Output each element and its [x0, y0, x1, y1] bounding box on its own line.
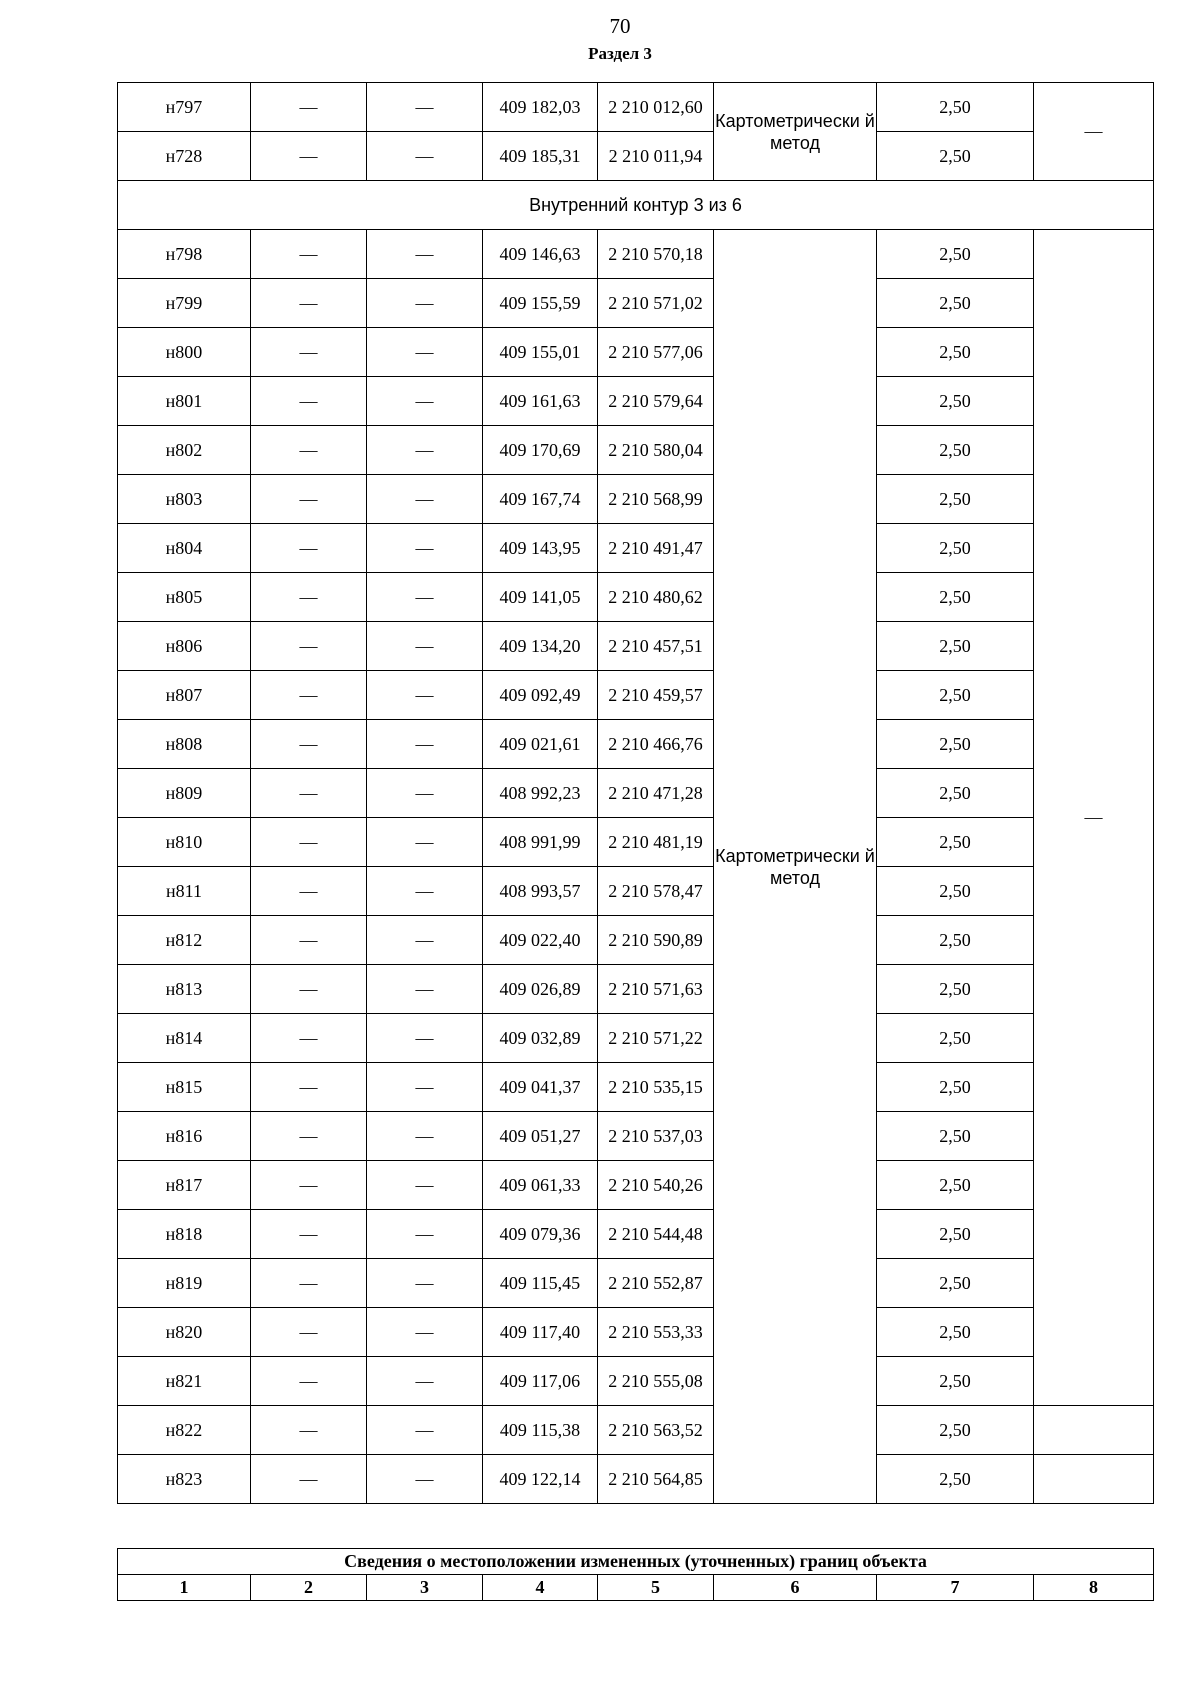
table-row — [118, 328, 1154, 377]
precision-cell: 2,50 — [877, 1014, 1034, 1063]
column-number: 3 — [367, 1575, 483, 1601]
x-coordinate-cell: 409 026,89 — [483, 965, 598, 1014]
x-coordinate-cell: 409 185,31 — [483, 132, 598, 181]
contour-header-row — [118, 181, 1154, 230]
y-coordinate-cell: 2 210 578,47 — [598, 867, 714, 916]
x-coordinate-cell: 409 115,38 — [483, 1406, 598, 1455]
dash-cell: — — [251, 1308, 367, 1357]
x-coordinate-cell: 409 141,05 — [483, 573, 598, 622]
y-coordinate-cell: 2 210 579,64 — [598, 377, 714, 426]
precision-cell: 2,50 — [877, 328, 1034, 377]
table-row — [118, 1406, 1154, 1455]
y-coordinate-cell: 2 210 466,76 — [598, 720, 714, 769]
precision-cell: 2,50 — [877, 132, 1034, 181]
dash-cell: — — [367, 965, 483, 1014]
x-coordinate-cell: 409 161,63 — [483, 377, 598, 426]
dash-cell: — — [367, 1161, 483, 1210]
precision-cell: 2,50 — [877, 230, 1034, 279]
dash-cell: — — [251, 818, 367, 867]
table-row — [118, 1259, 1154, 1308]
x-coordinate-cell: 409 143,95 — [483, 524, 598, 573]
point-id-cell: н813 — [118, 965, 251, 1014]
precision-cell: 2,50 — [877, 671, 1034, 720]
dash-cell: — — [251, 720, 367, 769]
x-coordinate-cell: 409 155,01 — [483, 328, 598, 377]
x-coordinate-cell: 409 155,59 — [483, 279, 598, 328]
table-row — [118, 1357, 1154, 1406]
dash-cell: — — [367, 867, 483, 916]
table-row — [118, 524, 1154, 573]
point-id-cell: н798 — [118, 230, 251, 279]
empty-cell — [1034, 1406, 1154, 1455]
dash-cell: — — [251, 965, 367, 1014]
footer-title: Сведения о местоположении измененных (уточненных) границ объекта — [118, 1549, 1154, 1575]
x-coordinate-cell: 409 021,61 — [483, 720, 598, 769]
y-coordinate-cell: 2 210 544,48 — [598, 1210, 714, 1259]
dash-cell: — — [367, 720, 483, 769]
table-row — [118, 769, 1154, 818]
dash-cell: — — [251, 230, 367, 279]
column-number: 1 — [118, 1575, 251, 1601]
y-coordinate-cell: 2 210 011,94 — [598, 132, 714, 181]
contour-label: Внутренний контур 3 из 6 — [118, 181, 1154, 230]
precision-cell: 2,50 — [877, 965, 1034, 1014]
x-coordinate-cell: 409 182,03 — [483, 83, 598, 132]
dash-cell: — — [367, 1259, 483, 1308]
point-id-cell: н728 — [118, 132, 251, 181]
table-row — [118, 965, 1154, 1014]
table-row — [118, 573, 1154, 622]
point-id-cell: н815 — [118, 1063, 251, 1112]
page-number: 70 — [609, 14, 631, 38]
precision-cell: 2,50 — [877, 818, 1034, 867]
x-coordinate-cell: 409 051,27 — [483, 1112, 598, 1161]
column-number: 7 — [877, 1575, 1034, 1601]
table-row — [118, 1112, 1154, 1161]
x-coordinate-cell: 409 115,45 — [483, 1259, 598, 1308]
dash-cell: — — [251, 1063, 367, 1112]
dash-cell: — — [367, 573, 483, 622]
y-coordinate-cell: 2 210 535,15 — [598, 1063, 714, 1112]
dash-cell: — — [251, 1014, 367, 1063]
dash-cell: — — [367, 328, 483, 377]
method-cell: Картометрически й метод — [714, 230, 877, 1504]
x-coordinate-cell: 409 022,40 — [483, 916, 598, 965]
x-coordinate-cell: 409 122,14 — [483, 1455, 598, 1504]
dash-cell: — — [367, 1210, 483, 1259]
precision-cell: 2,50 — [877, 1406, 1034, 1455]
x-coordinate-cell: 409 167,74 — [483, 475, 598, 524]
table-row — [118, 426, 1154, 475]
dash-cell: — — [251, 1259, 367, 1308]
dash-cell: — — [367, 818, 483, 867]
dash-cell: — — [251, 916, 367, 965]
y-coordinate-cell: 2 210 457,51 — [598, 622, 714, 671]
precision-cell: 2,50 — [877, 426, 1034, 475]
point-id-cell: н799 — [118, 279, 251, 328]
y-coordinate-cell: 2 210 570,18 — [598, 230, 714, 279]
x-coordinate-cell: 409 079,36 — [483, 1210, 598, 1259]
y-coordinate-cell: 2 210 553,33 — [598, 1308, 714, 1357]
y-coordinate-cell: 2 210 012,60 — [598, 83, 714, 132]
point-id-cell: н811 — [118, 867, 251, 916]
point-id-cell: н803 — [118, 475, 251, 524]
x-coordinate-cell: 408 992,23 — [483, 769, 598, 818]
y-coordinate-cell: 2 210 571,02 — [598, 279, 714, 328]
method-cell: Картометрически й метод — [714, 83, 877, 181]
table-row — [118, 1014, 1154, 1063]
y-coordinate-cell: 2 210 459,57 — [598, 671, 714, 720]
precision-cell: 2,50 — [877, 1455, 1034, 1504]
section-title: Раздел 3 — [588, 44, 652, 63]
dash-cell: — — [367, 622, 483, 671]
dash-cell: — — [251, 1406, 367, 1455]
dash-cell: — — [367, 426, 483, 475]
point-id-cell: н797 — [118, 83, 251, 132]
precision-cell: 2,50 — [877, 916, 1034, 965]
section-footer-table — [117, 1548, 1154, 1601]
point-id-cell: н807 — [118, 671, 251, 720]
point-id-cell: н808 — [118, 720, 251, 769]
precision-cell: 2,50 — [877, 475, 1034, 524]
precision-cell: 2,50 — [877, 720, 1034, 769]
dash-cell: — — [367, 83, 483, 132]
coordinates-table-body — [118, 83, 1154, 1504]
x-coordinate-cell: 409 170,69 — [483, 426, 598, 475]
coordinates-table — [117, 82, 1154, 1504]
precision-cell: 2,50 — [877, 377, 1034, 426]
dash-cell: — — [251, 1455, 367, 1504]
table-row — [118, 1063, 1154, 1112]
point-id-cell: н820 — [118, 1308, 251, 1357]
point-id-cell: н819 — [118, 1259, 251, 1308]
precision-cell: 2,50 — [877, 524, 1034, 573]
dash-cell: — — [251, 671, 367, 720]
table-row — [118, 622, 1154, 671]
dash-cell: — — [251, 524, 367, 573]
dash-cell: — — [251, 377, 367, 426]
precision-cell: 2,50 — [877, 1308, 1034, 1357]
table-row — [118, 230, 1154, 279]
table-row — [118, 916, 1154, 965]
column-number: 5 — [598, 1575, 714, 1601]
column-number: 6 — [714, 1575, 877, 1601]
table-row — [118, 279, 1154, 328]
point-id-cell: н810 — [118, 818, 251, 867]
precision-cell: 2,50 — [877, 83, 1034, 132]
point-id-cell: н822 — [118, 1406, 251, 1455]
point-id-cell: н809 — [118, 769, 251, 818]
y-coordinate-cell: 2 210 481,19 — [598, 818, 714, 867]
dash-cell: — — [251, 279, 367, 328]
point-id-cell: н801 — [118, 377, 251, 426]
x-coordinate-cell: 409 134,20 — [483, 622, 598, 671]
point-id-cell: н816 — [118, 1112, 251, 1161]
dash-cell: — — [251, 475, 367, 524]
y-coordinate-cell: 2 210 577,06 — [598, 328, 714, 377]
table-row — [118, 671, 1154, 720]
dash-cell: — — [251, 132, 367, 181]
x-coordinate-cell: 409 146,63 — [483, 230, 598, 279]
footer-title-row — [118, 1549, 1154, 1575]
table-row — [118, 1210, 1154, 1259]
dash-cell: — — [251, 622, 367, 671]
y-coordinate-cell: 2 210 580,04 — [598, 426, 714, 475]
dash-cell: — — [367, 1308, 483, 1357]
point-id-cell: н818 — [118, 1210, 251, 1259]
x-coordinate-cell: 409 061,33 — [483, 1161, 598, 1210]
table-row — [118, 83, 1154, 132]
dash-cell: — — [251, 1210, 367, 1259]
dash-cell: — — [367, 1112, 483, 1161]
point-id-cell: н821 — [118, 1357, 251, 1406]
precision-cell: 2,50 — [877, 279, 1034, 328]
footer-column-numbers-row — [118, 1575, 1154, 1601]
point-id-cell: н812 — [118, 916, 251, 965]
precision-cell: 2,50 — [877, 769, 1034, 818]
point-id-cell: н802 — [118, 426, 251, 475]
y-coordinate-cell: 2 210 571,22 — [598, 1014, 714, 1063]
empty-cell — [1034, 1455, 1154, 1504]
dash-cell: — — [367, 1406, 483, 1455]
table-row — [118, 1308, 1154, 1357]
dash-cell: — — [367, 524, 483, 573]
precision-cell: 2,50 — [877, 1259, 1034, 1308]
dash-cell: — — [251, 573, 367, 622]
x-coordinate-cell: 408 991,99 — [483, 818, 598, 867]
precision-cell: 2,50 — [877, 622, 1034, 671]
table-row — [118, 818, 1154, 867]
dash-cell: — — [1034, 230, 1154, 1406]
precision-cell: 2,50 — [877, 1063, 1034, 1112]
precision-cell: 2,50 — [877, 1357, 1034, 1406]
table-row — [118, 867, 1154, 916]
dash-cell: — — [251, 83, 367, 132]
y-coordinate-cell: 2 210 471,28 — [598, 769, 714, 818]
y-coordinate-cell: 2 210 480,62 — [598, 573, 714, 622]
point-id-cell: н800 — [118, 328, 251, 377]
x-coordinate-cell: 409 117,06 — [483, 1357, 598, 1406]
precision-cell: 2,50 — [877, 1210, 1034, 1259]
dash-cell: — — [251, 769, 367, 818]
dash-cell: — — [367, 769, 483, 818]
point-id-cell: н804 — [118, 524, 251, 573]
table-row — [118, 132, 1154, 181]
dash-cell: — — [367, 916, 483, 965]
table-row — [118, 720, 1154, 769]
table-row — [118, 475, 1154, 524]
y-coordinate-cell: 2 210 540,26 — [598, 1161, 714, 1210]
dash-cell: — — [367, 1357, 483, 1406]
dash-cell: — — [251, 1112, 367, 1161]
y-coordinate-cell: 2 210 571,63 — [598, 965, 714, 1014]
y-coordinate-cell: 2 210 568,99 — [598, 475, 714, 524]
y-coordinate-cell: 2 210 590,89 — [598, 916, 714, 965]
precision-cell: 2,50 — [877, 1161, 1034, 1210]
x-coordinate-cell: 409 117,40 — [483, 1308, 598, 1357]
x-coordinate-cell: 409 092,49 — [483, 671, 598, 720]
column-number: 8 — [1034, 1575, 1154, 1601]
dash-cell: — — [367, 671, 483, 720]
dash-cell: — — [1034, 83, 1154, 181]
y-coordinate-cell: 2 210 563,52 — [598, 1406, 714, 1455]
table-row — [118, 1455, 1154, 1504]
dash-cell: — — [367, 377, 483, 426]
precision-cell: 2,50 — [877, 867, 1034, 916]
table-row — [118, 377, 1154, 426]
point-id-cell: н814 — [118, 1014, 251, 1063]
dash-cell: — — [367, 1063, 483, 1112]
point-id-cell: н805 — [118, 573, 251, 622]
x-coordinate-cell: 409 041,37 — [483, 1063, 598, 1112]
dash-cell: — — [251, 867, 367, 916]
x-coordinate-cell: 408 993,57 — [483, 867, 598, 916]
y-coordinate-cell: 2 210 564,85 — [598, 1455, 714, 1504]
precision-cell: 2,50 — [877, 1112, 1034, 1161]
point-id-cell: н806 — [118, 622, 251, 671]
dash-cell: — — [251, 1357, 367, 1406]
dash-cell: — — [251, 328, 367, 377]
y-coordinate-cell: 2 210 537,03 — [598, 1112, 714, 1161]
y-coordinate-cell: 2 210 491,47 — [598, 524, 714, 573]
dash-cell: — — [251, 1161, 367, 1210]
dash-cell: — — [367, 132, 483, 181]
y-coordinate-cell: 2 210 552,87 — [598, 1259, 714, 1308]
dash-cell: — — [367, 1014, 483, 1063]
dash-cell: — — [367, 279, 483, 328]
dash-cell: — — [251, 426, 367, 475]
column-number: 2 — [251, 1575, 367, 1601]
y-coordinate-cell: 2 210 555,08 — [598, 1357, 714, 1406]
column-number: 4 — [483, 1575, 598, 1601]
table-row — [118, 1161, 1154, 1210]
point-id-cell: н817 — [118, 1161, 251, 1210]
dash-cell: — — [367, 1455, 483, 1504]
x-coordinate-cell: 409 032,89 — [483, 1014, 598, 1063]
dash-cell: — — [367, 475, 483, 524]
precision-cell: 2,50 — [877, 573, 1034, 622]
point-id-cell: н823 — [118, 1455, 251, 1504]
dash-cell: — — [367, 230, 483, 279]
